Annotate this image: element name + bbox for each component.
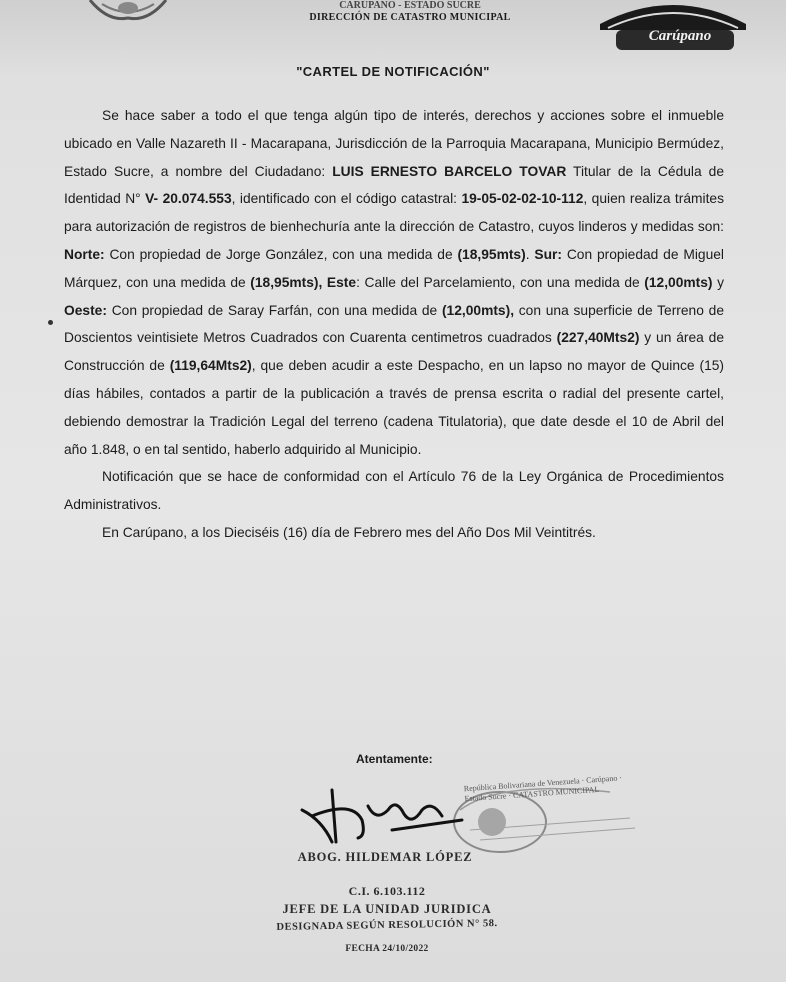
coat-of-arms-icon	[88, 0, 168, 24]
signer-position: JEFE DE LA UNIDAD JURIDICA	[282, 902, 492, 916]
signer-date: FECHA 24/10/2022	[345, 944, 429, 954]
text-segment: con una superficie de Terreno de Doscientos veintisiete Metros Cuadrados con Cuarenta centimetros cuadrados	[64, 302, 724, 346]
south-measure: (18,95mts), Este	[250, 274, 357, 290]
land-area: (227,40Mts2)	[556, 330, 640, 346]
text-segment: Con propiedad de Miguel Márquez, con una medida de	[64, 246, 724, 290]
cadastral-code: 19-05-02-02-10-112	[461, 191, 584, 207]
text-segment: Titular de la Cédula de Identidad N°	[64, 163, 724, 207]
signer-id: C.I. 6.103.112	[348, 884, 426, 898]
text-segment: y un área de Construcción de	[64, 330, 724, 374]
north-measure: (18,95mts)	[457, 246, 526, 262]
letterhead-line-1: CARÚPANO - ESTADO SUCRE	[339, 0, 481, 11]
closing-salutation: Atentamente:	[356, 752, 433, 766]
letterhead-text	[250, 0, 570, 24]
letterhead	[0, 0, 786, 56]
text-segment: : Calle del Parcelamiento, con una medida de	[356, 274, 645, 290]
west-measure: (12,00mts),	[441, 302, 515, 318]
notice-body	[64, 102, 724, 547]
municipality-logo-text: Carúpano	[648, 28, 712, 44]
document-title: "CARTEL DE NOTIFICACIÓN"	[296, 64, 490, 79]
letterhead-line-2: DIRECCIÓN DE CATASTRO MUNICIPAL	[309, 12, 511, 23]
text-segment: , quien realiza trámites para autorización de registros de bienhechuría ante la dirección de Catastro, cuyos linderos y medidas son:	[64, 191, 724, 235]
text-segment: Con propiedad de Jorge González, con una medida de	[104, 246, 458, 262]
cedula-number: V- 20.074.553	[145, 191, 232, 207]
stamp-text: República Bolivariana de Venezuela · Carúpano · Estado Sucre · CATASTRO MUNICIPAL	[463, 773, 623, 804]
handwritten-signature-icon	[292, 780, 482, 850]
west-label: Oeste:	[64, 302, 107, 318]
text-segment: Con propiedad de Saray Farfán, con una medida de	[106, 302, 442, 318]
signer-designation: DESIGNADA SEGÚN RESOLUCIÓN N° 58.	[276, 918, 498, 933]
ink-speck	[48, 320, 53, 325]
north-label: Norte:	[64, 246, 105, 262]
south-label: Sur:	[534, 246, 562, 262]
text-segment: , que deben acudir a este Despacho, en un lapso no mayor de Quince (15) días hábiles, contados a partir de la publicación a través de prensa escrita o radial del presente cartel, debiendo demostrar la Tradición Legal del terreno (cadena Titulatoria), que date desde el 10 de Abril del año 1.848, o en tal sentido, haberlo adquirido al Municipio.	[64, 358, 725, 457]
signer-name: ABOG. HILDEMAR LÓPEZ	[297, 850, 473, 864]
text-segment: .	[525, 246, 535, 262]
notice-paragraph-2: Notificación que se hace de conformidad con el Artículo 76 de la Ley Orgánica de Procedimientos Administrativos.	[64, 469, 724, 513]
construction-area: (119,64Mts2)	[169, 358, 252, 374]
text-segment: Se hace saber a todo el que tenga algún tipo de interés, derechos y acciones sobre el inmueble ubicado en Valle Nazareth II - Macarapana, Jurisdicción de la Parroquia Macarapana, Municipio Bermúdez, Estado Sucre, a nombre del Ciudadano:	[64, 108, 724, 179]
text-segment: y	[712, 274, 725, 290]
notice-paragraph-3: En Carúpano, a los Dieciséis (16) día de Febrero mes del Año Dos Mil Veintitrés.	[102, 524, 596, 540]
east-measure: (12,00mts)	[644, 274, 713, 290]
notice-paragraph-1	[64, 102, 724, 463]
text-segment: , identificado con el código catastral:	[231, 191, 462, 207]
owner-name: LUIS ERNESTO BARCELO TOVAR	[332, 163, 567, 179]
